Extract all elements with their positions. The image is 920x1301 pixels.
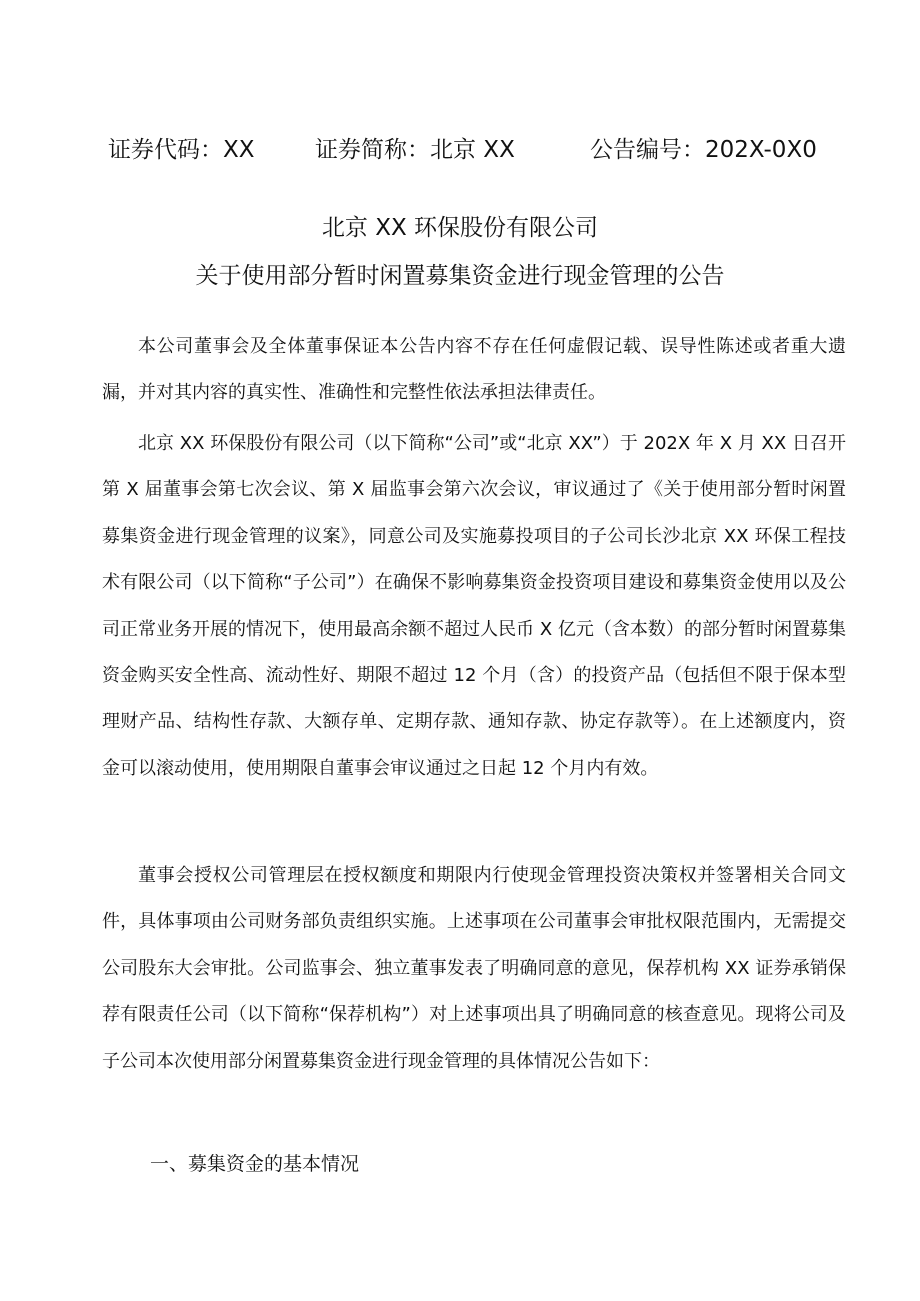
company-title: 北京 XX 环保股份有限公司 [321, 215, 599, 241]
notice-subject-title: 关于使用部分暂时闲置募集资金进行现金管理的公告 [195, 263, 725, 289]
section-heading-1: 一、募集资金的基本情况 [150, 1153, 360, 1175]
stock-code: 证券代码：XX [108, 137, 255, 163]
stock-abbreviation: 证券简称：北京 XX [315, 137, 515, 163]
resolution-paragraph: 北京 XX 环保股份有限公司（以下简称“公司”或“北京 XX”）于 202X 年 X 月 XX 日召开第 X 届董事会第七次会议、第 X 届监事会第六次会议，审议通过了《关于使用部分暂时闲置募集资金进行现金管理的议案》，同意公司及实施募投项目的子公司长沙北京 XX 环保工程技术有限公司（以下简称“子公司”）在确保不影响募集资金投资项目建设和募集资金使用以及公司正常业务开展的情况下，使用最高余额不超过人民币 X 亿元（含本数）的部分暂时闲置募集资金购买安全性高、流动性好、期限不超过 12 个月（含）的投资产品（包括但不限于保本型理财产品、结构性存款、大额存单、定期存款、通知存款、协定存款等）。在上述额度内，资金可以滚动使用，使用期限自董事会审议通过之日起 12 个月内有效。 [102, 433, 846, 779]
notice-number: 公告编号：202X-0X0 [590, 137, 817, 163]
authorization-paragraph: 董事会授权公司管理层在授权额度和期限内行使现金管理投资决策权并签署相关合同文件，具体事项由公司财务部负责组织实施。上述事项在公司董事会审批权限范围内，无需提交公司股东大会审批。公司监事会、独立董事发表了明确同意的意见，保荐机构 XX 证券承销保荐有限责任公司（以下简称“保荐机构”）对上述事项出具了明确同意的核查意见。现将公司及子公司本次使用部分闲置募集资金进行现金管理的具体情况公告如下： [102, 865, 846, 1072]
announcement-header [0, 130, 920, 170]
disclaimer-paragraph: 本公司董事会及全体董事保证本公告内容不存在任何虚假记载、误导性陈述或者重大遗漏，并对其内容的真实性、准确性和完整性依法承担法律责任。 [102, 336, 846, 404]
